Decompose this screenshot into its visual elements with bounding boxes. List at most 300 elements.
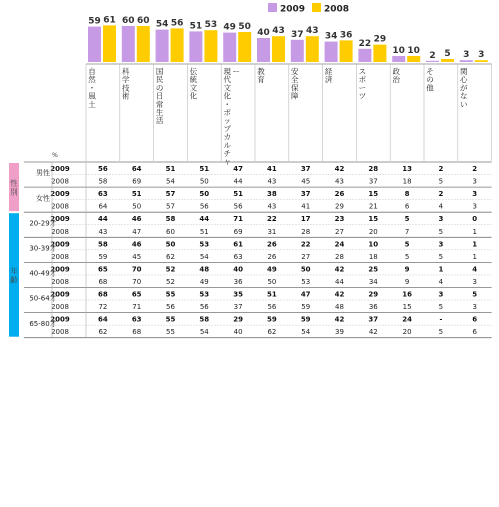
bar-label-2008-8: 29 [373,34,387,45]
cell-0-0-1-3: 50 [199,177,209,186]
cell-1-4-0-10: - [439,315,443,324]
cell-0-0-0-10: 2 [438,165,444,173]
cell-1-1-0-10: 3 [438,240,444,249]
category-char-8-0-1: ポ [358,75,367,85]
category-char-4-0-10: チ [223,149,231,158]
bar-2008-0 [103,25,116,62]
category-char-0-0-1: 然 [88,75,96,85]
category-char-2-0-3: 日 [155,91,164,101]
cell-1-2-0-7: 42 [334,265,345,274]
cell-1-4-0-3: 58 [199,315,210,324]
cell-1-3-1-0: 72 [98,303,108,312]
cell-1-4-0-6: 59 [300,315,311,324]
category-char-6-0-1: 全 [291,75,299,85]
cell-0-1-0-1: 51 [131,190,142,199]
sub-label-1-1: 30-39才 [29,244,57,253]
category-char-4-0-0: 現 [223,67,231,76]
cell-1-3-0-2: 55 [165,290,176,299]
cell-0-1-1-10: 4 [438,202,444,211]
cell-1-2-0-4: 40 [233,265,243,274]
row-year-1-2-0: 2009 [50,265,70,274]
cell-0-0-0-11: 2 [472,165,478,173]
bar-2008-11 [475,60,488,62]
cell-1-0-0-3: 44 [199,215,210,224]
cell-1-4-1-6: 54 [301,328,311,337]
category-char-3-0-3: 化 [189,91,198,101]
cell-1-0-0-10: 3 [438,215,444,224]
cell-1-2-1-5: 50 [267,277,277,286]
cell-1-4-1-2: 55 [166,328,175,337]
cell-1-1-1-0: 59 [98,252,108,261]
cell-1-4-0-7: 42 [334,315,345,324]
cell-1-1-1-1: 45 [132,252,142,261]
cell-1-1-0-4: 61 [233,240,243,249]
cell-1-3-1-11: 3 [472,303,477,312]
category-char-5-0-0: 教 [257,67,265,76]
category-char-6-0-2: 保 [291,83,299,93]
cell-1-3-1-1: 71 [132,303,142,312]
cell-1-1-0-0: 58 [98,240,108,249]
category-char-3-0-1: 統 [189,75,198,85]
cell-1-4-0-2: 55 [165,315,176,324]
bar-2009-5 [257,38,270,62]
cell-0-0-1-1: 69 [132,177,142,186]
row-year-1-1-0: 2009 [50,240,70,249]
cell-1-1-0-8: 10 [368,240,379,249]
cell-1-2-1-9: 9 [404,277,410,286]
cell-0-1-1-8: 21 [368,202,378,211]
cell-0-0-0-4: 47 [233,165,243,173]
cell-1-3-0-1: 65 [131,290,142,299]
row-year-1-4-1: 2008 [51,328,69,337]
bar-2009-9 [392,56,405,62]
cell-1-0-1-6: 28 [301,227,311,236]
category-char-2-0-5: 生 [155,108,164,117]
cell-1-4-0-5: 59 [267,315,277,324]
cell-1-3-1-6: 59 [301,303,311,312]
cell-1-2-0-10: 1 [438,265,444,274]
row-year-0-0-0: 2009 [50,165,70,173]
cell-0-1-1-3: 56 [199,202,209,211]
bar-2008-7 [340,40,353,62]
cell-0-0-1-5: 43 [267,177,277,186]
cell-0-1-1-11: 3 [472,202,477,211]
category-char-11-0-2: が [460,83,468,93]
bar-2009-3 [189,31,202,62]
category-char-0-0-2: ・ [88,83,96,93]
row-year-1-1-1: 2008 [51,252,69,261]
cell-0-1-1-1: 50 [132,202,142,211]
cell-1-4-0-0: 64 [98,315,108,324]
cell-1-1-0-5: 26 [267,240,277,249]
bar-2008-3 [204,30,217,62]
cell-1-4-1-10: 5 [438,328,444,337]
cell-1-3-0-11: 5 [472,290,478,299]
category-char-1-0-3: 術 [122,91,130,101]
cell-0-0-1-11: 3 [472,177,477,186]
cell-1-1-1-4: 63 [233,252,243,261]
cell-1-2-1-8: 34 [368,277,378,286]
row-year-0-1-0: 2009 [50,190,70,199]
cell-0-1-0-6: 37 [300,190,311,199]
category-char-11-0-4: い [460,99,468,109]
cell-1-4-1-3: 54 [199,328,209,337]
category-char-6-0-3: 障 [291,91,299,101]
cell-1-4-0-1: 63 [131,315,142,324]
bar-2008-2 [171,28,184,62]
cell-0-0-0-1: 64 [131,165,142,173]
category-char-11-0-1: 心 [460,75,468,85]
category-char-4-0-1: 代 [223,75,231,85]
cell-1-2-0-0: 65 [98,265,108,274]
category-char-4-0-11: ャ [223,157,231,167]
category-char-2-0-1: 民 [155,75,164,85]
row-year-1-4-0: 2009 [50,315,70,324]
cell-1-3-1-3: 56 [199,303,209,312]
category-char-8-0-2: ー [358,83,367,93]
cell-1-3-0-4: 35 [233,290,243,299]
cell-1-4-1-7: 39 [335,328,344,337]
group-label-char-1-0: 年 [10,266,18,276]
bar-label-2008-9: 10 [407,46,420,56]
category-char-0-0-4: 土 [88,99,96,109]
bar-label-2008-6: 43 [306,26,319,37]
cell-0-1-0-5: 38 [267,190,277,199]
category-char-4-1-0: ー [232,67,240,76]
cell-1-3-1-4: 37 [233,303,243,312]
cell-0-1-1-0: 64 [98,202,108,211]
cell-0-0-0-7: 42 [334,165,345,173]
row-year-1-3-0: 2009 [50,290,70,299]
bar-2008-6 [306,36,319,62]
cell-0-0-1-10: 5 [438,177,444,186]
cell-0-1-0-10: 2 [438,190,444,199]
bar-2008-4 [238,32,251,62]
cell-1-3-0-8: 29 [368,290,379,299]
cell-0-1-0-4: 51 [233,190,243,199]
cell-1-0-1-4: 69 [233,227,243,236]
cell-1-2-0-2: 52 [165,265,176,274]
category-char-8-0-3: ツ [358,91,367,101]
cell-0-1-1-9: 6 [404,202,410,211]
cell-1-0-1-2: 60 [166,227,175,236]
cell-1-1-1-11: 1 [472,252,477,261]
bar-label-2009-7: 34 [324,31,338,42]
cell-1-2-1-2: 52 [166,277,175,286]
row-year-0-0-1: 2008 [51,177,69,186]
row-year-1-0-0: 2009 [50,215,70,224]
category-char-4-0-9: ル [223,140,231,150]
category-char-4-0-2: 文 [223,83,231,93]
row-year-1-0-1: 2008 [51,227,69,236]
bar-2009-10 [426,61,439,62]
category-char-9-0-0: 政 [392,67,400,76]
cell-1-0-1-5: 31 [267,227,277,236]
bar-label-2008-5: 43 [272,26,285,37]
category-char-10-0-0: そ [426,67,434,76]
bar-label-2009-0: 59 [88,16,101,27]
cell-1-2-0-8: 25 [368,265,379,274]
category-char-1-0-0: 科 [122,67,130,76]
cell-0-1-0-11: 3 [472,190,478,199]
cell-1-0-0-1: 46 [131,215,142,224]
bar-2008-9 [407,56,420,62]
bar-2009-4 [223,33,236,62]
cell-1-1-0-3: 53 [199,240,210,249]
cell-0-0-1-0: 58 [98,177,108,186]
cell-1-3-1-8: 36 [368,303,378,312]
bar-label-2009-8: 22 [358,38,372,49]
cell-1-4-1-8: 42 [368,328,378,337]
cell-1-3-1-2: 56 [166,303,175,312]
category-char-10-0-2: 他 [426,83,434,93]
category-char-2-0-0: 国 [155,67,164,76]
cell-0-1-0-9: 8 [404,190,410,199]
bar-label-2009-1: 60 [122,16,135,26]
row-year-0-1-1: 2008 [51,202,69,211]
legend-label-2008: 2008 [324,4,350,15]
bar-label-2009-4: 49 [223,22,236,33]
cell-1-2-1-7: 44 [335,277,344,286]
cell-1-1-1-8: 18 [368,252,378,261]
cell-0-1-1-4: 56 [233,202,243,211]
bar-label-2009-5: 40 [257,28,270,38]
cell-1-0-0-7: 23 [334,215,345,224]
cell-0-0-1-2: 54 [166,177,175,186]
cell-0-1-1-2: 57 [166,202,175,211]
cell-1-4-0-4: 29 [233,315,243,324]
cell-0-0-0-0: 56 [98,165,108,173]
bar-2008-10 [441,59,454,62]
category-char-0-0-3: 風 [88,91,96,101]
group-label-char-0-0: 性 [10,178,18,188]
cell-0-1-0-7: 26 [334,190,345,199]
percent-label: % [52,152,58,159]
bar-label-2008-2: 56 [170,18,184,29]
cell-1-4-1-0: 62 [98,328,108,337]
category-char-4-0-6: ッ [223,116,231,126]
bar-label-2008-1: 60 [137,16,150,26]
row-year-1-2-1: 2008 [51,277,69,286]
cell-1-3-0-5: 51 [267,290,277,299]
cell-0-1-1-5: 43 [267,202,277,211]
cell-1-1-0-11: 1 [472,240,478,249]
cell-1-0-0-0: 44 [98,215,108,224]
cell-1-2-0-3: 48 [199,265,210,274]
cell-1-1-0-2: 50 [165,240,176,249]
cell-0-0-1-4: 44 [233,177,243,186]
category-char-4-0-8: カ [223,132,231,142]
cell-1-2-1-11: 3 [472,277,477,286]
cell-1-2-1-10: 4 [438,277,444,286]
cell-1-4-1-9: 20 [402,328,412,337]
bar-label-2008-4: 50 [238,22,251,32]
category-char-7-0-0: 経 [324,67,333,76]
category-char-7-0-1: 済 [324,75,333,85]
category-char-9-0-1: 治 [392,75,400,85]
sub-label-0-1: 女性 [36,194,50,203]
cell-1-1-0-7: 24 [334,240,345,249]
sub-label-0-0: 男性 [36,169,50,178]
bar-label-2009-3: 51 [189,21,203,32]
cell-1-2-0-6: 50 [300,265,311,274]
cell-1-3-1-10: 5 [438,303,444,312]
cell-1-4-1-11: 6 [472,328,477,337]
bar-label-2009-6: 37 [291,29,304,40]
cell-1-2-0-1: 70 [131,265,142,274]
cell-0-0-0-9: 13 [402,165,412,173]
group-label-char-0-1: 別 [10,187,18,197]
category-char-0-0-0: 自 [88,67,96,76]
cell-1-0-0-4: 71 [233,215,243,224]
cell-1-0-1-8: 20 [368,227,378,236]
sub-label-1-4: 65-80才 [29,319,57,328]
bar-2009-8 [358,49,371,62]
cell-1-1-0-1: 46 [131,240,142,249]
cell-1-2-1-4: 36 [233,277,243,286]
cell-0-0-0-6: 37 [300,165,311,173]
cell-1-0-0-11: 0 [472,215,478,224]
category-char-4-0-4: ・ [223,99,231,109]
cell-1-2-0-9: 9 [404,265,410,274]
cell-1-0-1-7: 27 [335,227,344,236]
category-char-6-0-0: 安 [291,67,299,76]
cell-1-0-0-6: 17 [300,215,311,224]
bar-label-2008-7: 36 [339,30,353,41]
cell-0-0-0-3: 51 [199,165,210,173]
cell-1-2-0-11: 4 [472,265,478,274]
cell-0-1-0-8: 15 [368,190,379,199]
cell-0-0-1-8: 37 [368,177,378,186]
bar-label-2009-11: 3 [463,50,470,61]
cell-1-3-1-9: 15 [402,303,412,312]
cell-1-1-1-10: 5 [438,252,444,261]
bar-label-2009-10: 2 [429,50,436,61]
cell-0-0-1-6: 45 [301,177,311,186]
cell-1-2-1-1: 70 [132,277,142,286]
bar-2009-2 [156,30,169,62]
category-char-3-0-0: 伝 [189,67,198,76]
legend-label-2009: 2009 [280,4,306,15]
category-char-4-0-3: 化 [223,91,231,101]
cell-1-4-0-11: 6 [472,315,478,324]
cell-1-4-1-1: 68 [132,328,142,337]
cell-1-4-1-4: 40 [233,328,243,337]
cell-1-0-0-8: 15 [368,215,379,224]
category-char-10-0-1: の [426,75,434,85]
sub-label-1-2: 40-49才 [29,269,57,278]
cell-1-1-0-9: 5 [404,240,410,249]
cell-1-4-0-8: 37 [368,315,379,324]
cell-0-0-0-8: 28 [368,165,379,173]
cell-1-0-1-10: 5 [438,227,444,236]
category-char-8-0-0: ス [358,67,367,76]
cell-1-0-0-9: 5 [404,215,410,224]
cell-1-3-0-7: 42 [334,290,345,299]
cell-1-3-0-3: 53 [199,290,210,299]
category-char-11-0-0: 関 [460,67,468,76]
cell-1-0-1-3: 51 [199,227,209,236]
bar-2009-11 [460,60,473,62]
bar-2008-1 [137,26,150,62]
cell-1-0-1-0: 43 [98,227,108,236]
cell-1-0-1-9: 7 [404,227,410,236]
cell-1-1-1-2: 62 [166,252,175,261]
bar-label-2008-10: 5 [444,49,451,59]
bar-2009-0 [88,27,101,62]
cell-0-0-1-9: 18 [402,177,412,186]
cell-0-1-0-3: 50 [199,190,210,199]
bar-2009-1 [122,26,135,62]
row-year-1-3-1: 2008 [51,303,69,312]
cell-1-3-1-7: 48 [335,303,344,312]
sub-label-1-0: 20-29才 [29,219,57,228]
bar-label-2009-2: 54 [155,19,169,30]
bar-2009-7 [325,42,338,62]
bar-label-2008-11: 3 [478,50,485,61]
bar-label-2008-0: 61 [103,15,116,26]
category-char-4-0-7: プ [223,124,231,134]
cell-1-3-1-5: 56 [267,303,277,312]
cell-0-0-0-2: 51 [165,165,176,173]
cell-1-2-1-0: 68 [98,277,108,286]
sub-label-1-3: 50-64才 [29,294,57,303]
cell-1-3-0-0: 68 [98,290,108,299]
cell-1-3-0-6: 47 [300,290,311,299]
cell-1-0-1-1: 47 [132,227,142,236]
legend-swatch-2008 [312,3,321,12]
category-char-1-0-2: 技 [122,83,130,93]
cell-0-1-0-2: 57 [165,190,176,199]
bar-2009-6 [291,40,304,62]
bar-label-2008-3: 53 [204,20,218,31]
category-char-1-0-1: 学 [122,75,130,85]
cell-1-4-1-5: 62 [267,328,277,337]
category-char-11-0-3: な [460,91,468,101]
cell-0-1-1-7: 29 [335,202,344,211]
category-char-3-0-2: 文 [189,83,198,93]
cell-1-0-1-11: 1 [472,227,477,236]
category-char-2-0-4: 常 [155,99,164,109]
cell-0-0-1-7: 43 [335,177,344,186]
cell-1-1-1-3: 54 [199,252,209,261]
cell-1-3-0-9: 16 [402,290,412,299]
category-char-2-0-2: の [155,83,164,93]
cell-1-2-1-6: 53 [301,277,311,286]
cell-1-1-1-7: 28 [335,252,344,261]
category-char-2-0-6: 活 [155,116,164,126]
cell-0-1-1-6: 41 [301,202,311,211]
cell-1-4-0-9: 24 [402,315,412,324]
cell-1-3-0-10: 3 [438,290,444,299]
bar-label-2009-9: 10 [392,46,405,56]
cell-1-1-1-9: 5 [404,252,410,261]
category-char-5-0-1: 育 [257,75,265,85]
cell-1-2-0-5: 49 [267,265,277,274]
bar-2008-5 [272,36,285,62]
group-label-char-1-1: 齢 [10,275,18,285]
cell-1-1-0-6: 22 [300,240,311,249]
legend-swatch-2009 [268,3,277,12]
cell-1-0-0-2: 58 [165,215,176,224]
category-char-4-0-5: ポ [223,108,231,117]
cell-0-1-0-0: 63 [98,190,108,199]
cell-1-1-1-5: 26 [267,252,277,261]
cell-1-2-1-3: 49 [199,277,209,286]
bar-2008-8 [373,45,386,62]
cell-0-0-0-5: 41 [267,165,277,173]
cell-1-0-0-5: 22 [267,215,277,224]
